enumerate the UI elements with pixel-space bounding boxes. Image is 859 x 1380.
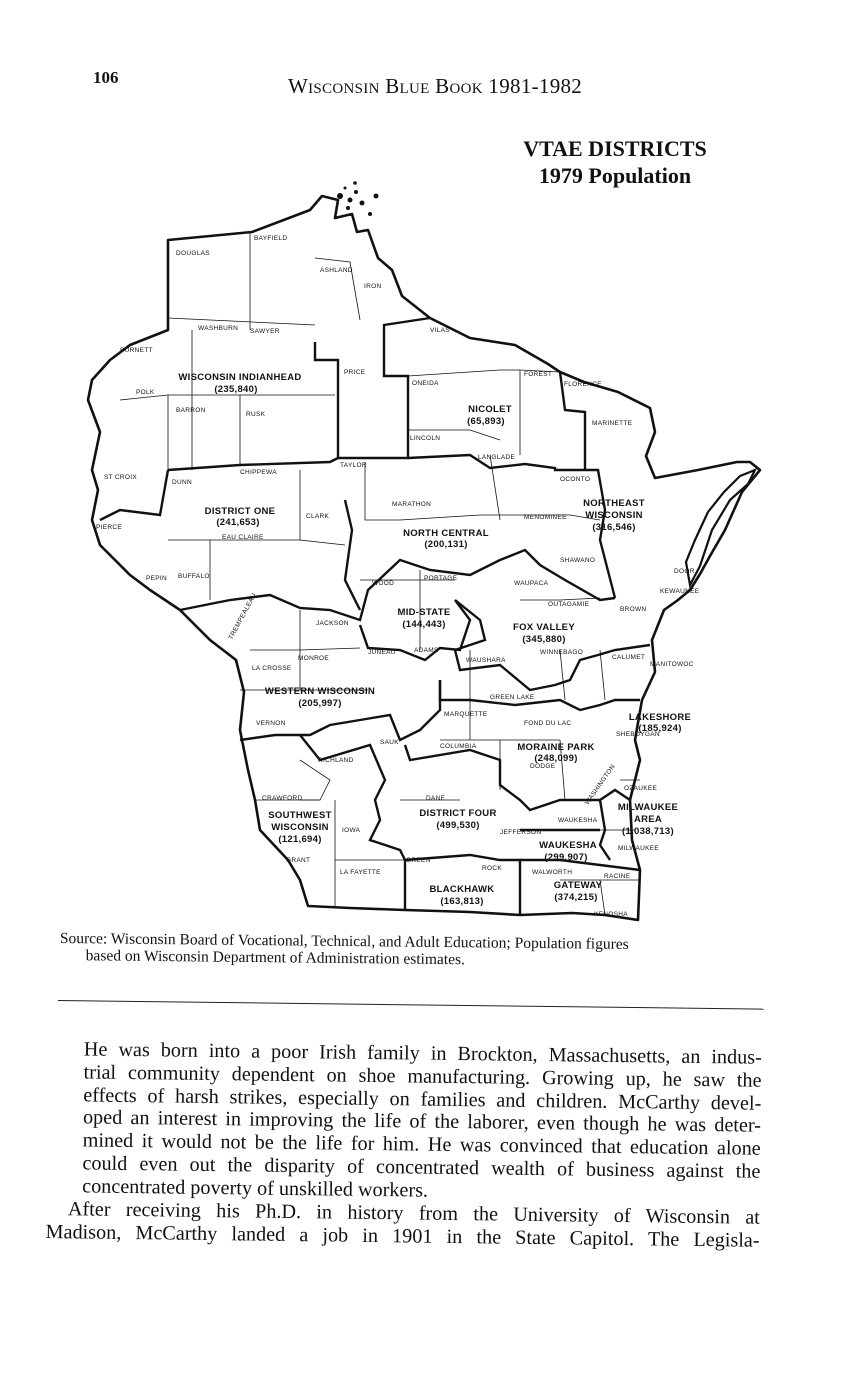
district-population: (65,893) (467, 416, 505, 427)
text-line: Madison, McCarthy landed a job in 1901 in the State Capitol. The Legisla- (45, 1220, 760, 1252)
district-name: LAKESHORE (628, 712, 692, 723)
district-population: (316,546) (592, 522, 636, 533)
county-label: LINCOLN (410, 435, 441, 442)
body-text (45, 1038, 761, 1252)
county-label: MONROE (298, 655, 330, 662)
county-label: COLUMBIA (440, 743, 477, 750)
district-population: (374,215) (554, 892, 598, 903)
source-note (60, 930, 770, 972)
county-label: SHEBOYGAN (616, 731, 660, 738)
county-label: ONEIDA (412, 380, 439, 387)
district-name: MID-STATE (397, 607, 451, 618)
county-label: VILAS (430, 327, 450, 334)
county-label: WASHINGTON (583, 763, 617, 807)
district-name: AREA (633, 814, 663, 825)
district-population: (205,997) (298, 698, 342, 709)
district-name: NORTHEAST (583, 498, 645, 509)
district-population: (299,907) (544, 852, 588, 863)
county-label: GREEN LAKE (490, 694, 535, 701)
district-name: MILWAUKEE (617, 802, 679, 813)
county-label: OUTAGAMIE (548, 601, 590, 608)
district-population: (241,653) (216, 517, 260, 528)
county-label: WAUSHARA (466, 657, 506, 664)
county-label: BARRON (176, 407, 206, 414)
district-name: MORAINE PARK (517, 742, 595, 753)
source-line1: Source: Wisconsin Board of Vocational, Technical, and Adult Education; Population figures (59, 930, 629, 953)
county-label: FOREST (524, 371, 553, 378)
county-label: PRICE (344, 369, 366, 376)
district-name: WAUKESHA (539, 840, 597, 851)
county-label: JACKSON (316, 620, 349, 627)
county-label: SAWYER (250, 328, 280, 335)
county-label: JEFFERSON (500, 829, 542, 836)
county-label: SHAWANO (560, 557, 596, 564)
text-line: After receiving his Ph.D. in history from the University of Wisconsin at (67, 1198, 760, 1229)
text-line: He was born into a poor Irish family in Brockton, Massachusetts, an indus- (83, 1038, 762, 1069)
district-labels (178, 372, 691, 907)
district-name: DISTRICT FOUR (419, 808, 497, 819)
map-title-line2: 1979 Population (538, 162, 692, 188)
district-population: (235,840) (214, 384, 258, 395)
county-label: EAU CLAIRE (222, 534, 264, 541)
apostle-islands (337, 181, 379, 216)
county-label: IOWA (342, 827, 361, 834)
paragraph-1 (46, 1038, 762, 1207)
text-line: effects of harsh strikes, especially on families and children. McCarthy devel- (83, 1084, 762, 1115)
page-number: 106 (93, 68, 119, 87)
district-name: NORTH CENTRAL (403, 528, 489, 539)
county-label: ASHLAND (320, 267, 353, 274)
county-label: CLARK (306, 513, 330, 520)
source-line2: based on Wisconsin Department of Administration estimates. (85, 947, 466, 969)
county-label: KENOSHA (594, 911, 628, 918)
county-label: WAUKESHA (558, 817, 598, 824)
district-population: (345,880) (522, 634, 566, 645)
county-label: VERNON (256, 720, 286, 727)
county-label: WASHBURN (198, 325, 239, 332)
district-population: (499,530) (436, 820, 480, 831)
county-label: DUNN (172, 479, 192, 486)
district-population: (1,038,713) (622, 826, 674, 837)
county-label: SAUK (380, 739, 399, 746)
county-label: PIERCE (96, 524, 123, 531)
county-label: ST CROIX (104, 474, 137, 481)
county-label: MANITOWOC (650, 661, 694, 668)
county-label: ADAMS (414, 647, 439, 654)
county-label: GRANT (286, 857, 311, 864)
county-label: IRON (364, 283, 382, 290)
county-label: PORTAGE (424, 575, 458, 582)
county-label: MILWAUKEE (618, 845, 659, 852)
county-label: RACINE (604, 873, 631, 880)
district-name: NICOLET (468, 404, 512, 415)
county-label: MARATHON (392, 501, 432, 508)
county-label: TAYLOR (340, 462, 367, 469)
text-line: could even out the disparity of concentrated wealth of business against the (82, 1152, 761, 1183)
county-label: KEWAUNEE (660, 588, 700, 595)
county-label: CALUMET (612, 654, 646, 661)
county-label: LA CROSSE (252, 665, 292, 672)
district-name: WISCONSIN (271, 822, 329, 833)
county-label: POLK (136, 389, 155, 396)
county-label: MARINETTE (592, 420, 633, 427)
county-label: DOOR (674, 568, 695, 575)
district-name: SOUTHWEST (268, 810, 332, 821)
running-head: Wisconsin Blue Book 1981-1982 (288, 74, 583, 98)
county-label: FLORENCE (564, 381, 602, 388)
county-label: PEPIN (146, 575, 168, 582)
county-label: ROCK (482, 865, 502, 872)
text-line: concentrated poverty of unskilled workers. (82, 1175, 429, 1202)
text-line: oped an interest in improving the life of the laborer, even though he was deter- (82, 1106, 762, 1138)
district-population: (248,099) (534, 753, 578, 764)
district-population: (185,924) (638, 723, 682, 734)
district-name: WESTERN WISCONSIN (264, 686, 376, 697)
county-label: MARQUETTE (444, 711, 488, 718)
county-label: JUNEAU (368, 649, 396, 656)
county-label: LANGLADE (478, 454, 516, 461)
county-label: CHIPPEWA (240, 469, 277, 476)
county-label: CRAWFORD (262, 795, 303, 802)
county-label: WAUPACA (514, 580, 549, 587)
county-label: DODGE (530, 763, 556, 770)
district-name: GATEWAY (553, 880, 603, 891)
county-label: RUSK (246, 411, 266, 418)
county-label: WALWORTH (532, 869, 573, 876)
county-label: FOND DU LAC (524, 720, 572, 727)
county-label: TREMPEALEAU (227, 592, 259, 641)
county-label: MENOMINEE (524, 514, 567, 521)
county-label: OZAUKEE (624, 785, 658, 792)
district-population: (144,443) (402, 619, 446, 630)
county-label: WOOD (372, 580, 395, 587)
horizontal-rule (58, 1000, 764, 1010)
district-name: WISCONSIN INDIANHEAD (178, 372, 302, 383)
district-name: BLACKHAWK (429, 884, 495, 895)
text-line: trial community dependent on shoe manufacturing. Growing up, he saw the (83, 1061, 762, 1092)
text-line: mined it would not be the life for him. He was convinced that education alone (82, 1129, 761, 1161)
county-label: BAYFIELD (254, 235, 288, 242)
door-peninsula (686, 470, 755, 585)
district-name: WISCONSIN (585, 510, 643, 521)
county-label: BUFFALO (178, 573, 210, 580)
county-label: DANE (426, 795, 446, 802)
county-label: BROWN (620, 606, 647, 613)
county-label: BURNETT (120, 347, 153, 354)
district-population: (121,694) (278, 834, 322, 845)
county-label: RICHLAND (318, 757, 354, 764)
map-title-line1: VTAE DISTRICTS (523, 136, 707, 161)
paragraph-2 (45, 1198, 760, 1252)
district-name: DISTRICT ONE (204, 506, 276, 517)
district-population: (163,813) (440, 896, 484, 907)
district-population: (200,131) (424, 539, 468, 550)
county-label: OCONTO (560, 476, 591, 483)
county-label: GREEN (406, 857, 431, 864)
county-label: LA FAYETTE (340, 869, 381, 876)
county-label: DOUGLAS (176, 250, 210, 257)
district-name: FOX VALLEY (513, 622, 575, 633)
county-label: WINNEBAGO (540, 649, 584, 656)
